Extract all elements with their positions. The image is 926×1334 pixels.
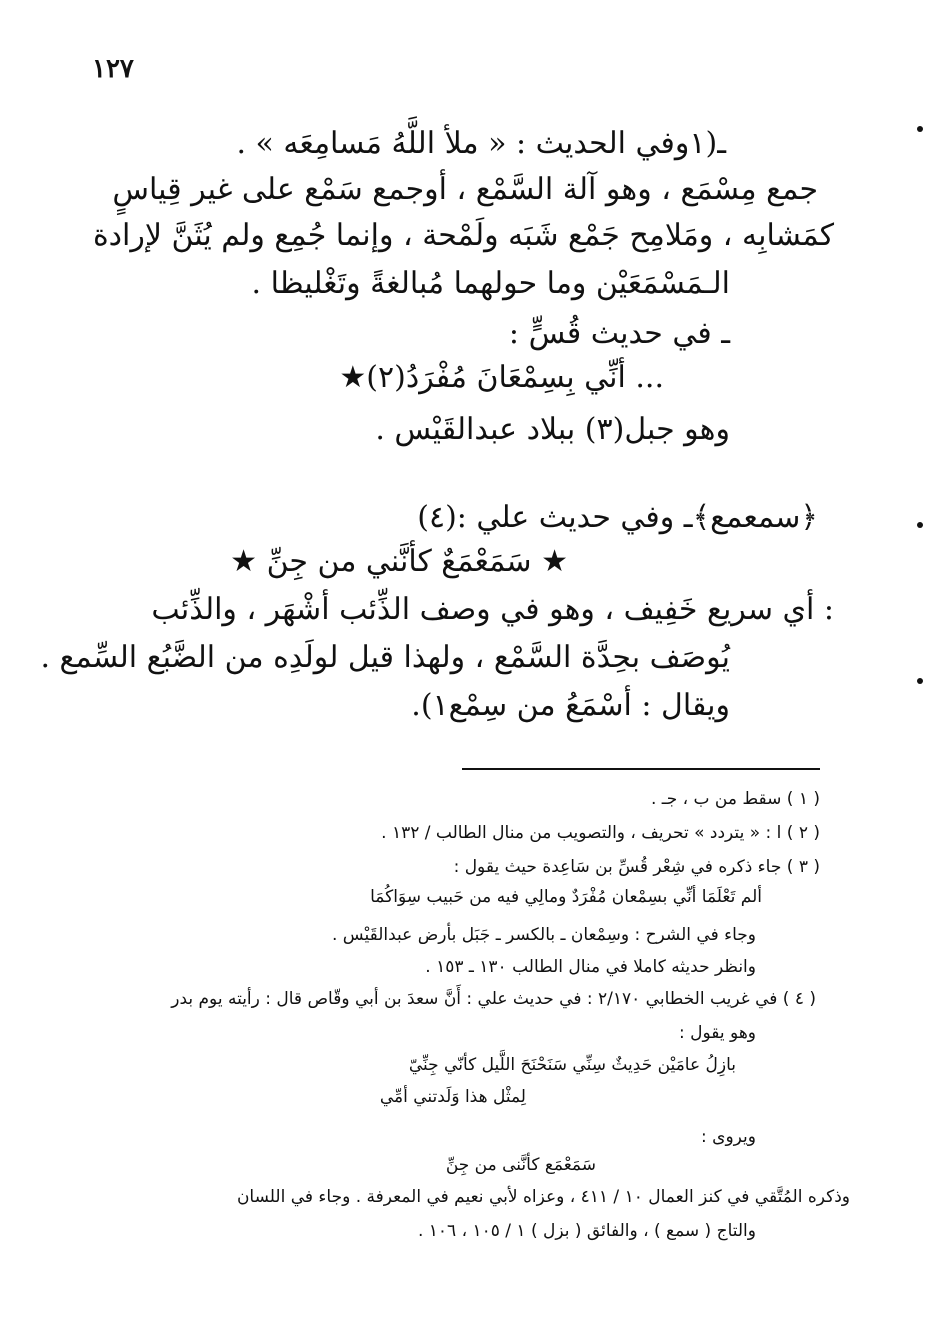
footnote-divider <box>462 768 820 770</box>
main-line: الـمَسْمَعَيْن وما حولهما مُبالغةً وتَغْليظا . <box>251 266 730 301</box>
verse-line: ★ سَمَعْمَعٌ كأنَّني من جِنِّ ★ <box>230 544 568 579</box>
main-line: يُوصَف بحِدَّة السَّمْع ، ولهذا قيل لولَدِه من الضَّبُع السِّمع . <box>40 640 730 675</box>
footnote-verse: ألم تَعْلَمَا أنِّي بسِمْعان مُفْرَدٌ ومالِي فيه من حَبيب سِوَاكُمَا <box>370 887 762 907</box>
footnote-line: وجاء في الشرح : وسِمْعان ـ بالكسر ـ جَبَل بأرض عبدالقَيْس . <box>331 925 756 945</box>
footnote-verse: بازِلُ عامَيْن حَدِيثٌ سِنِّي سَنَحْنَحَ اللَّيل كأنّي جِنِّيّ <box>408 1055 736 1075</box>
margin-mark <box>917 126 923 132</box>
main-line: كمَشابِه ، ومَلامِح جَمْع شَبَه ولَمْحة ، وإنما جُمِع ولم يُثَنَّ لإرادة <box>92 218 834 253</box>
footnote-verse: سَمَعْمَع كأنَّنى من جِنِّ <box>445 1155 596 1175</box>
verse-line: ... أنِّي بِسِمْعَانَ مُفْرَدُ(٢)★ <box>339 360 664 395</box>
main-line: ـ(١وفي الحديث : « ملأ اللَّهُ مَسامِعَه » . <box>236 126 726 161</box>
footnote-line: والتاج ( سمع ) ، والفائق ( بزل ) ١ / ١٠٥ ، ١٠٦ . <box>417 1221 756 1241</box>
margin-mark <box>917 522 923 528</box>
footnote-line: وذكره المُتَّقي في كنز العمال ١٠ / ٤١١ ، وعزاه لأبي نعيم في المعرفة . وجاء في اللسان <box>236 1187 850 1207</box>
main-line: : أي سريع خَفِيف ، وهو في وصف الذِّئب أشْهَر ، والذِّئب <box>151 592 834 627</box>
footnote-line: ويروى : <box>701 1127 756 1147</box>
footnote-line: وهو يقول : <box>679 1023 756 1043</box>
footnote-line: ( ٢ ) ا : « يتردد » تحريف ، والتصويب من منال الطالب / ١٣٢ . <box>381 823 820 843</box>
footnote-line: ( ١ ) سقط من ب ، جـ . <box>650 789 820 809</box>
main-line: ويقال : أسْمَعُ من سِمْع١). <box>411 688 730 723</box>
main-line: وهو جبل(٣) ببلاد عبدالقَيْس . <box>375 412 730 447</box>
page-number: ١٢٧ <box>92 54 134 84</box>
main-line: جمع مِسْمَع ، وهو آلة السَّمْع ، أوجمع سَمْع على غير قِياسٍ <box>112 172 818 207</box>
footnote-line: ( ٣ ) جاء ذكره في شِعْر قُسِّ بن سَاعِدة حيث يقول : <box>453 857 820 877</box>
main-line: ﴿سمعمع﴾ـ وفي حديث علي :(٤) <box>417 500 818 535</box>
footnote-line: وانظر حديثه كاملا في منال الطالب ١٣٠ ـ ١٥٣ . <box>425 957 756 977</box>
footnote-line: ( ٤ ) في غريب الخطابي ٢/١٧٠ : في حديث علي : أَنَّ سعدَ بن أبي وقّاص قال : رأيته يوم بدر <box>171 989 816 1009</box>
footnote-verse: لِمثْل هذا وَلَدتني أمِّي <box>379 1087 526 1107</box>
margin-mark <box>917 678 923 684</box>
main-line: ـ في حديث قُسٍّ : <box>508 316 730 351</box>
